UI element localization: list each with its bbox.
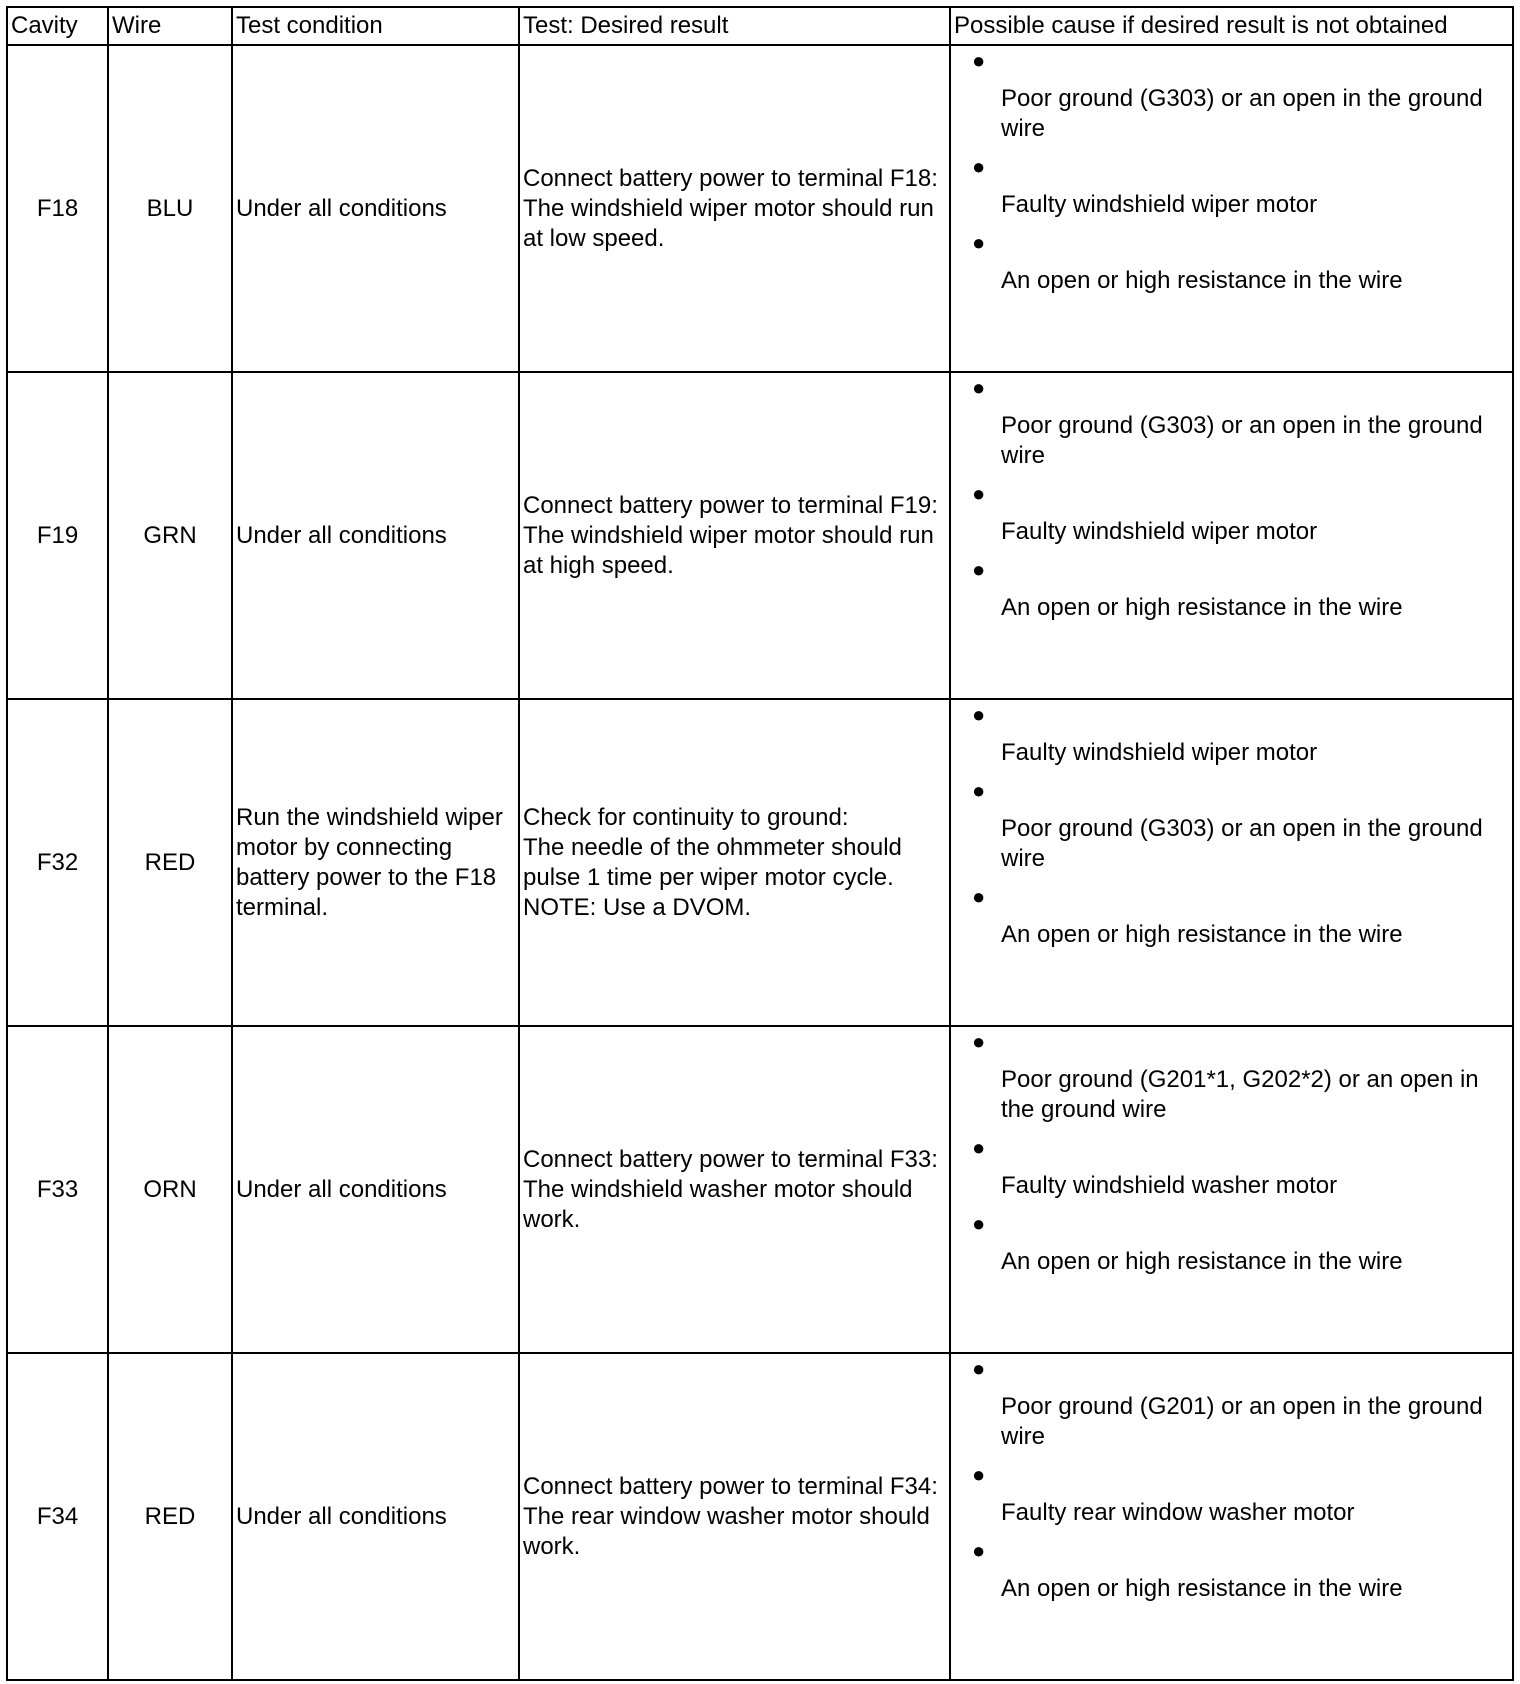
bullet-icon: ● xyxy=(972,778,986,803)
desired-result-line: The windshield wiper motor should run at high speed. xyxy=(523,521,934,579)
possible-cause-text: Faulty windshield wiper motor xyxy=(1001,739,1318,766)
bullet-icon: ● xyxy=(972,1356,986,1381)
table-row xyxy=(7,699,1513,1026)
bullet-icon: ● xyxy=(972,1029,986,1054)
bullet-icon: ● xyxy=(972,154,986,179)
bullet-icon: ● xyxy=(972,1538,986,1563)
possible-cause-item xyxy=(951,700,1512,776)
possible-cause-text: Faulty rear window washer motor xyxy=(1001,1499,1355,1526)
bullet-icon: ● xyxy=(972,230,986,255)
bullet-icon: ● xyxy=(972,481,986,506)
desired-result-line: Connect battery power to terminal F19: xyxy=(523,491,938,519)
header-row xyxy=(7,7,1513,45)
possible-cause-item xyxy=(951,228,1512,304)
possible-cause-text: An open or high resistance in the wire xyxy=(1001,1575,1403,1602)
bullet-icon: ● xyxy=(972,48,986,73)
table-row xyxy=(7,45,1513,372)
wire-cell: ORN xyxy=(108,1026,232,1353)
bullet-icon: ● xyxy=(972,1135,986,1160)
desired-result-cell xyxy=(519,1353,950,1680)
possible-cause-text: Faulty windshield wiper motor xyxy=(1001,518,1318,545)
wire-cell: GRN xyxy=(108,372,232,699)
possible-cause-text: An open or high resistance in the wire xyxy=(1001,594,1403,621)
desired-result-line: Connect battery power to terminal F34: xyxy=(523,1472,938,1500)
cavity-cell: F32 xyxy=(7,699,108,1026)
test-condition-cell: Under all conditions xyxy=(232,1026,519,1353)
test-condition-cell: Run the windshield wiper motor by connecting battery power to the F18 terminal. xyxy=(232,699,519,1026)
possible-cause-cell xyxy=(950,699,1513,1026)
possible-cause-list xyxy=(951,1354,1512,1612)
possible-cause-text: Poor ground (G201*1, G202*2) or an open in the ground wire xyxy=(1001,1066,1479,1123)
bullet-icon: ● xyxy=(972,884,986,909)
desired-result-cell xyxy=(519,372,950,699)
test-condition-cell: Under all conditions xyxy=(232,372,519,699)
test-condition-cell: Under all conditions xyxy=(232,1353,519,1680)
desired-result-cell xyxy=(519,45,950,372)
possible-cause-cell xyxy=(950,45,1513,372)
table-row xyxy=(7,1353,1513,1680)
bullet-icon: ● xyxy=(972,1462,986,1487)
possible-cause-item xyxy=(951,373,1512,479)
possible-cause-text: Faulty windshield wiper motor xyxy=(1001,191,1318,218)
test-condition-cell: Under all conditions xyxy=(232,45,519,372)
possible-cause-item xyxy=(951,1536,1512,1612)
possible-cause-list xyxy=(951,373,1512,631)
possible-cause-item xyxy=(951,1133,1512,1209)
possible-cause-text: Poor ground (G303) or an open in the ground wire xyxy=(1001,412,1483,469)
possible-cause-cell xyxy=(950,372,1513,699)
possible-cause-item xyxy=(951,1027,1512,1133)
bullet-icon: ● xyxy=(972,557,986,582)
header-wire: Wire xyxy=(108,7,232,45)
desired-result-line: Connect battery power to terminal F33: xyxy=(523,1145,938,1173)
possible-cause-list xyxy=(951,1027,1512,1285)
header-possible-cause: Possible cause if desired result is not obtained xyxy=(950,7,1513,45)
header-cavity: Cavity xyxy=(7,7,108,45)
cavity-cell: F18 xyxy=(7,45,108,372)
diagnostic-table xyxy=(6,6,1514,1681)
header-desired-result: Test: Desired result xyxy=(519,7,950,45)
possible-cause-item xyxy=(951,46,1512,152)
bullet-icon: ● xyxy=(972,375,986,400)
desired-result-line: The needle of the ohmmeter should pulse 1 time per wiper motor cycle. xyxy=(523,833,902,891)
cavity-cell: F34 xyxy=(7,1353,108,1680)
bullet-icon: ● xyxy=(972,702,986,727)
cavity-cell: F19 xyxy=(7,372,108,699)
possible-cause-text: Poor ground (G303) or an open in the ground wire xyxy=(1001,85,1483,142)
desired-result-line: The windshield washer motor should work. xyxy=(523,1175,913,1233)
possible-cause-item xyxy=(951,1460,1512,1536)
desired-result-line: NOTE: Use a DVOM. xyxy=(523,893,752,921)
wire-cell: RED xyxy=(108,699,232,1026)
wire-cell: RED xyxy=(108,1353,232,1680)
table-row xyxy=(7,372,1513,699)
possible-cause-item xyxy=(951,479,1512,555)
possible-cause-item xyxy=(951,555,1512,631)
desired-result-cell xyxy=(519,699,950,1026)
cavity-cell: F33 xyxy=(7,1026,108,1353)
desired-result-line: The rear window washer motor should work. xyxy=(523,1502,930,1560)
possible-cause-text: Poor ground (G303) or an open in the ground wire xyxy=(1001,815,1483,872)
desired-result-line: Check for continuity to ground: xyxy=(523,803,849,831)
possible-cause-item xyxy=(951,882,1512,958)
possible-cause-text: Poor ground (G201) or an open in the ground wire xyxy=(1001,1393,1483,1450)
wire-cell: BLU xyxy=(108,45,232,372)
possible-cause-list xyxy=(951,700,1512,958)
possible-cause-item xyxy=(951,776,1512,882)
desired-result-cell xyxy=(519,1026,950,1353)
possible-cause-text: An open or high resistance in the wire xyxy=(1001,1248,1403,1275)
desired-result-line: The windshield wiper motor should run at low speed. xyxy=(523,194,934,252)
possible-cause-list xyxy=(951,46,1512,304)
possible-cause-item xyxy=(951,152,1512,228)
possible-cause-item xyxy=(951,1354,1512,1460)
possible-cause-text: Faulty windshield washer motor xyxy=(1001,1172,1338,1199)
possible-cause-cell xyxy=(950,1026,1513,1353)
possible-cause-text: An open or high resistance in the wire xyxy=(1001,921,1403,948)
possible-cause-text: An open or high resistance in the wire xyxy=(1001,267,1403,294)
desired-result-line: Connect battery power to terminal F18: xyxy=(523,164,938,192)
possible-cause-item xyxy=(951,1209,1512,1285)
table-row xyxy=(7,1026,1513,1353)
bullet-icon: ● xyxy=(972,1211,986,1236)
possible-cause-cell xyxy=(950,1353,1513,1680)
header-test-condition: Test condition xyxy=(232,7,519,45)
